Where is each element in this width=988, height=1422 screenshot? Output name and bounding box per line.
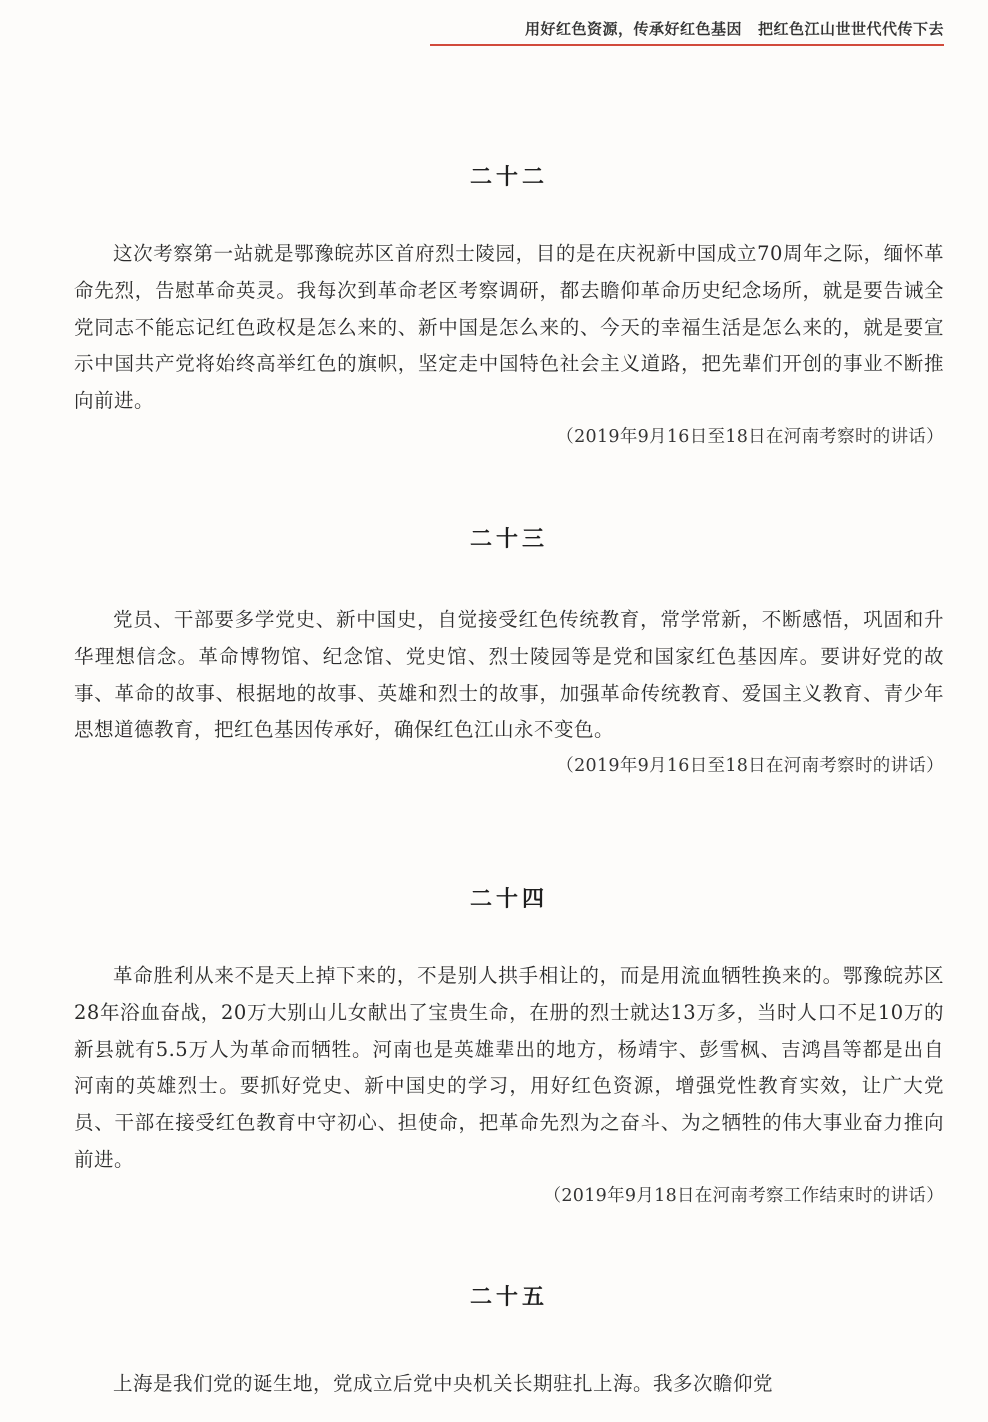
section-paragraph: 上海是我们党的诞生地，党成立后党中央机关长期驻扎上海。我多次瞻仰党 bbox=[113, 1372, 774, 1395]
running-header-right: 把红色江山世世代代传下去 bbox=[757, 20, 944, 38]
section-number: 二十四 bbox=[469, 887, 548, 912]
section-23 bbox=[74, 520, 944, 783]
section-number: 二十五 bbox=[469, 1285, 548, 1310]
section-number: 二十二 bbox=[469, 165, 548, 190]
section-25 bbox=[74, 1278, 944, 1403]
section-source: （2019年9月16日至18日在河南考察时的讲话） bbox=[556, 426, 944, 447]
section-paragraph: 党员、干部要多学党史、新中国史，自觉接受红色传统教育，常学常新，不断感悟，巩固和升华理想信念。革命博物馆、纪念馆、党史馆、烈士陵园等是党和国家红色基因库。要讲好党的故事、革命的故事、根据地的故事、英雄和烈士的故事，加强革命传统教育、爱国主义教育、青少年思想道德教育，把红色基因传承好，确保红色江山永不变色。 bbox=[74, 608, 944, 742]
section-source: （2019年9月18日在河南考察工作结束时的讲话） bbox=[543, 1185, 944, 1206]
section-paragraph: 革命胜利从来不是天上掉下来的，不是别人拱手相让的，而是用流血牺牲换来的。鄂豫皖苏区28年浴血奋战，20万大别山儿女献出了宝贵生命，在册的烈士就达13万多，当时人口不足10万的新县就有5.5万人为革命而牺牲。河南也是英雄辈出的地方，杨靖宇、彭雪枫、吉鸿昌等都是出自河南的英雄烈士。要抓好党史、新中国史的学习，用好红色资源，增强党性教育实效，让广大党员、干部在接受红色教育中守初心、担使命，把革命先烈为之奋斗、为之牺牲的伟大事业奋力推向前进。 bbox=[74, 964, 944, 1171]
section-source: （2019年9月16日至18日在河南考察时的讲话） bbox=[556, 756, 944, 777]
section-24 bbox=[74, 880, 944, 1213]
section-22 bbox=[74, 158, 944, 454]
section-number: 二十三 bbox=[469, 527, 548, 552]
running-header-left: 用好红色资源，传承好红色基因 bbox=[524, 20, 742, 38]
running-header bbox=[525, 18, 944, 39]
header-rule bbox=[430, 44, 944, 46]
section-paragraph: 这次考察第一站就是鄂豫皖苏区首府烈士陵园，目的是在庆祝新中国成立70周年之际，缅怀革命先烈，告慰革命英灵。我每次到革命老区考察调研，都去瞻仰革命历史纪念场所，就是要告诫全党同志不能忘记红色政权是怎么来的、新中国是怎么来的、今天的幸福生活是怎么来的，就是要宣示中国共产党将始终高举红色的旗帜，坚定走中国特色社会主义道路，把先辈们开创的事业不断推向前进。 bbox=[74, 242, 944, 413]
